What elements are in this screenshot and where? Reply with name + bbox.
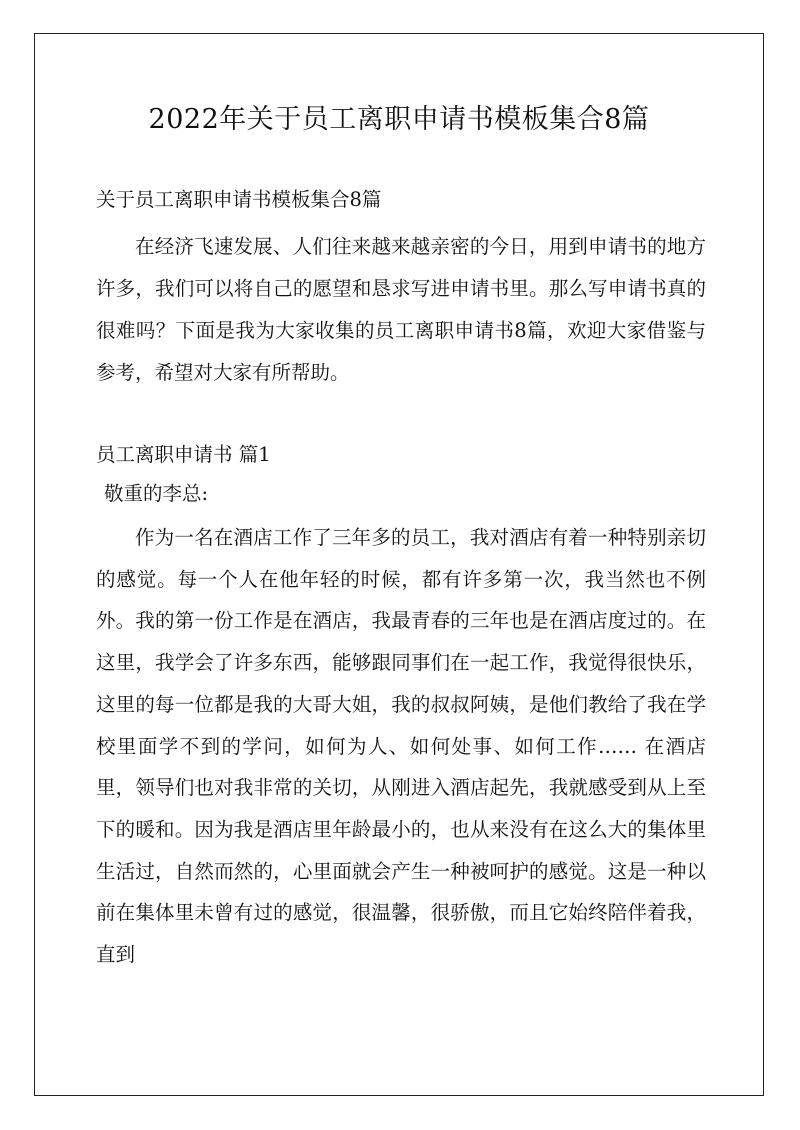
document-subtitle: 关于员工离职申请书模板集合8篇 — [96, 188, 382, 211]
letter-salutation: 敬重的李总: — [104, 482, 209, 505]
letter-body-paragraph: 作为一名在酒店工作了三年多的员工，我对酒店有着一种特别亲切的感觉。每一个人在他年轻的时候，都有许多第一次，我当然也不例外。我的第一份工作是在酒店，我最青春的三年也是在酒店度过的。在这里，我学会了许多东西，能够跟同事们在一起工作，我觉得很快乐，这里的每一位都是我的大哥大姐，我的叔叔阿姨，是他们教给了我在学校里面学不到的学问，如何为人、如何处事、如何工作…… 在酒店里，领导们也对我非常的关切，从刚进入酒店起先，我就感受到从上至下的暖和。因为我是酒店里年龄最小的，也从来没有在这么大的集体里生活过，自然而然的，心里面就会产生一种被呵护的感觉。这是一种以前在集体里未曾有过的感觉，很温馨，很骄傲，而且它始终陪伴着我，直到 — [96, 526, 706, 967]
document-title: 2022年关于员工离职申请书模板集合8篇 — [148, 104, 650, 135]
section-heading: 员工离职申请书 篇1 — [96, 443, 271, 466]
intro-paragraph: 在经济飞速发展、人们往来越来越亲密的今日，用到申请书的地方许多，我们可以将自己的愿望和恳求写进申请书里。那么写申请书真的很难吗？下面是我为大家收集的员工离职申请书8篇，欢迎大家借鉴与参考，希望对大家有所帮助。 — [96, 235, 706, 384]
